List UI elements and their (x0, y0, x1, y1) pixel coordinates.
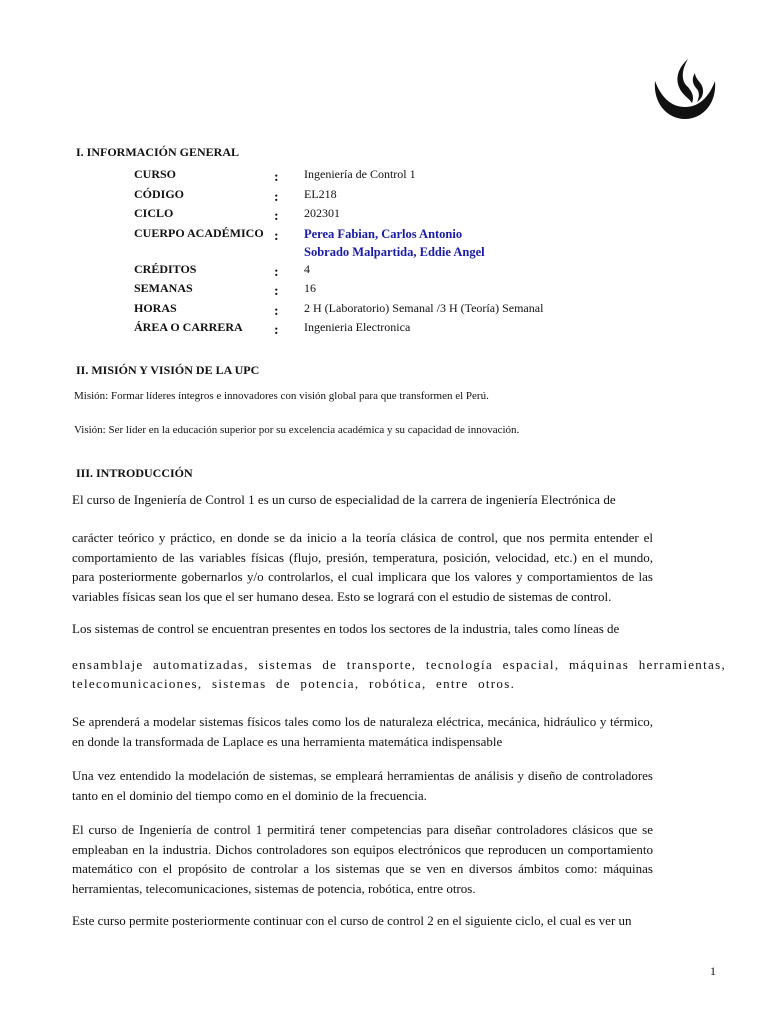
intro-paragraph-2: carácter teórico y práctico, en donde se da inicio a la teoría clásica de control, que nos permita entender el comportamiento de las variables físicas (flujo, presión, temperatura, posición, velocidad, etc.) en el mundo, para posteriormente gobernarlos y/o controlarlos, el cual implicara que los valores y comportamientos de las variables físicas sean los que el ser humano desea. Esto se logrará con el estudio de sistemas de control. (72, 530, 653, 604)
info-value: 4 (304, 262, 310, 276)
faculty-member-2: Sobrado Malpartida, Eddie Angel (304, 245, 485, 259)
info-label: ÁREA O CARRERA (134, 320, 243, 334)
info-colon: : (274, 190, 279, 205)
section-title-informacion-general: I. INFORMACIÓN GENERAL (76, 145, 240, 159)
mision-text: Misión: Formar líderes íntegros e innovadores con visión global para que transformen el Perú. (74, 390, 489, 402)
section-title-introduccion: III. INTRODUCCIÓN (76, 466, 193, 480)
intro-paragraph-1: El curso de Ingeniería de Control 1 es un curso de especialidad de la carrera de ingeniería Electrónica de (72, 492, 616, 507)
intro-paragraph-5: Se aprenderá a modelar sistemas físicos tales como los de naturaleza eléctrica, mecánica, hidráulico y térmico, en donde la transformada de Laplace es una herramienta matemática indispensable (72, 714, 653, 749)
info-label: SEMANAS (134, 281, 193, 295)
intro-paragraph-3: Los sistemas de control se encuentran presentes en todos los sectores de la industria, tales como líneas de (72, 621, 620, 636)
info-colon: : (274, 323, 279, 338)
info-row-creditos (0, 262, 768, 280)
info-label: CRÉDITOS (134, 262, 197, 276)
intro-paragraph-8: Este curso permite posteriormente continuar con el curso de control 2 en el siguiente ciclo, el cual es ver un (72, 913, 632, 928)
page-number: 1 (710, 964, 716, 978)
info-value: 2 H (Laboratorio) Semanal /3 H (Teoría) Semanal (304, 301, 544, 315)
info-label: CUERPO ACADÉMICO (134, 226, 264, 240)
info-label: HORAS (134, 301, 177, 315)
info-row-semanas (0, 281, 768, 299)
info-colon: : (274, 170, 279, 185)
intro-paragraph-4-line-2: telecomunicaciones, sistemas de potencia, robótica, entre otros. (72, 676, 516, 691)
info-value: 16 (304, 281, 316, 295)
info-label: CICLO (134, 206, 174, 220)
intro-paragraph-4-line-1: ensamblaje automatizadas, sistemas de transporte, tecnología espacial, máquinas herramientas, (72, 657, 726, 672)
info-row-curso (0, 167, 768, 185)
info-colon: : (274, 229, 279, 244)
info-value: 202301 (304, 206, 340, 220)
info-value: Ingenieria Electronica (304, 320, 411, 334)
info-value: EL218 (304, 187, 337, 201)
intro-paragraph-7: El curso de Ingeniería de control 1 permitirá tener competencias para diseñar controladores clásicos que se empleaban en la industria. Dichos controladores son equipos electrónicos que reproducen un comportamiento matemático con el propósito de controlar a los sistemas que se ven en diversos ámbitos como: máquinas herramientas, telecomunicaciones, sistemas de potencia, robótica, entre otros. (72, 822, 653, 896)
info-label: CÓDIGO (134, 187, 185, 201)
upc-logo-icon (651, 57, 719, 121)
info-row-area-carrera (0, 320, 768, 338)
info-colon: : (274, 265, 279, 280)
info-colon: : (274, 304, 279, 319)
info-row-codigo (0, 187, 768, 205)
section-title-mision-vision: II. MISIÓN Y VISIÓN DE LA UPC (76, 363, 260, 377)
info-value: Ingeniería de Control 1 (304, 167, 416, 181)
info-row-ciclo (0, 206, 768, 224)
vision-text: Visión: Ser líder en la educación superior por su excelencia académica y su capacidad de innovación. (74, 424, 520, 436)
info-colon: : (274, 209, 279, 224)
intro-paragraph-6: Una vez entendido la modelación de sistemas, se empleará herramientas de análisis y diseño de controladores tanto en el dominio del tiempo como en el dominio de la frecuencia. (72, 768, 653, 803)
info-row-cuerpo-academico (0, 226, 768, 264)
faculty-member-1: Perea Fabian, Carlos Antonio (304, 227, 463, 241)
info-label: CURSO (134, 167, 177, 181)
info-row-horas (0, 301, 768, 319)
info-colon: : (274, 284, 279, 299)
